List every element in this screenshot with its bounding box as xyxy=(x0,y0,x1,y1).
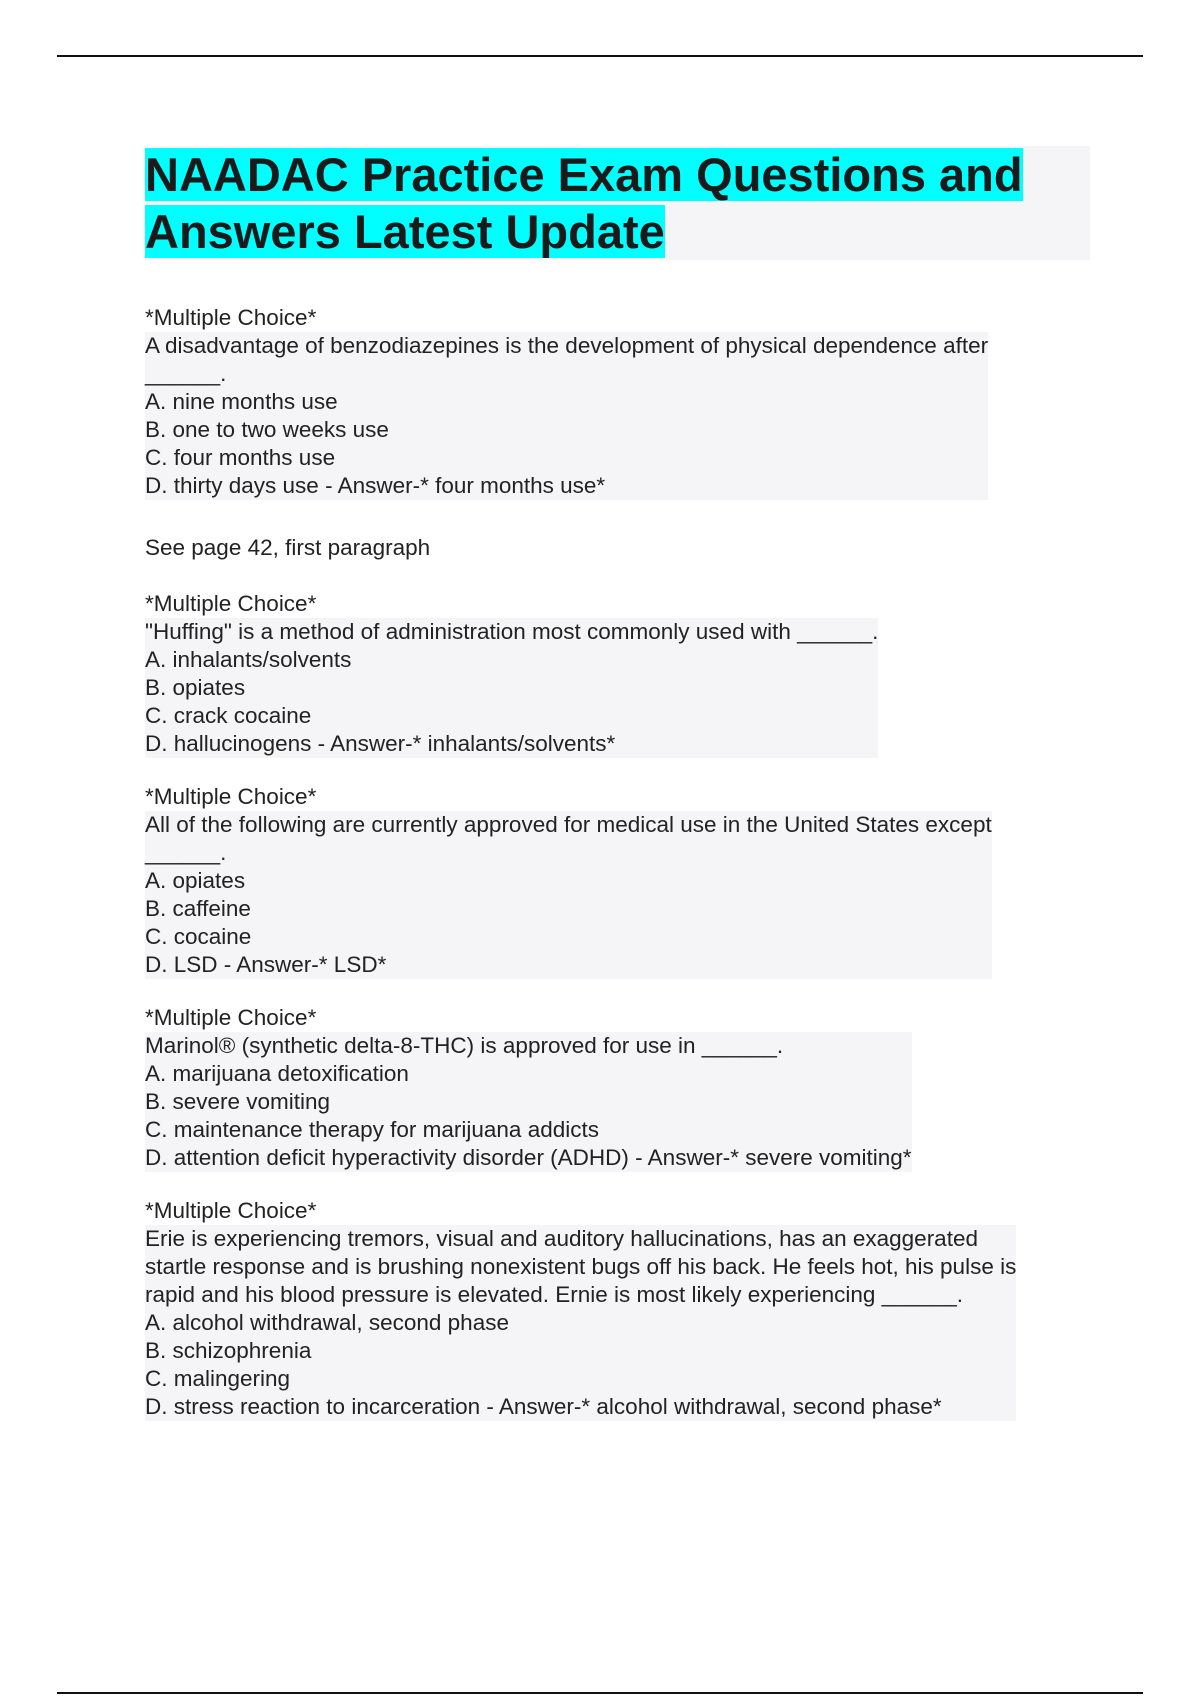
option-d-answer: D. LSD - Answer-* LSD* xyxy=(145,952,387,977)
option-c: C. four months use xyxy=(145,445,336,470)
document-title xyxy=(145,146,1090,260)
title-block xyxy=(145,146,1090,260)
option-a: A. inhalants/solvents xyxy=(145,647,352,672)
question-body xyxy=(145,618,878,758)
question-stem: All of the following are currently approved for medical use in the United States except xyxy=(145,812,992,837)
question-stem: "Huffing" is a method of administration most commonly used with ______. xyxy=(145,619,879,644)
option-c: C. malingering xyxy=(145,1366,291,1391)
option-d-answer: D. hallucinogens - Answer-* inhalants/solvents* xyxy=(145,731,616,756)
question-stem-cont: ______. xyxy=(145,840,227,865)
question-type-label: *Multiple Choice* xyxy=(145,591,317,616)
option-c: C. cocaine xyxy=(145,924,252,949)
bottom-rule xyxy=(57,1692,1143,1694)
question-type-label: *Multiple Choice* xyxy=(145,1005,317,1030)
question-stem-cont: startle response and is brushing nonexistent bugs off his back. He feels hot, his pulse is xyxy=(145,1254,1017,1279)
question-1 xyxy=(145,304,1090,500)
question-body xyxy=(145,332,988,500)
option-c: C. crack cocaine xyxy=(145,703,312,728)
option-c: C. maintenance therapy for marijuana addicts xyxy=(145,1117,599,1142)
option-d-answer: D. thirty days use - Answer-* four months use* xyxy=(145,473,606,498)
reference-note: See page 42, first paragraph xyxy=(145,535,431,560)
question-stem: Erie is experiencing tremors, visual and auditory hallucinations, has an exaggerated xyxy=(145,1226,978,1251)
document-body xyxy=(145,146,1090,1446)
option-b: B. caffeine xyxy=(145,896,251,921)
question-2 xyxy=(145,590,1090,758)
title-line-2: Answers Latest Update xyxy=(145,205,665,258)
option-b: B. one to two weeks use xyxy=(145,417,389,442)
option-b: B. severe vomiting xyxy=(145,1089,331,1114)
question-type-label: *Multiple Choice* xyxy=(145,784,317,809)
option-a: A. nine months use xyxy=(145,389,338,414)
question-stem-cont: ______. xyxy=(145,361,227,386)
top-rule xyxy=(57,55,1143,57)
title-line-1: NAADAC Practice Exam Questions and xyxy=(145,148,1023,201)
option-d-answer: D. attention deficit hyperactivity disorder (ADHD) - Answer-* severe vomiting* xyxy=(145,1145,912,1170)
question-body xyxy=(145,1225,1016,1421)
question-stem: Marinol® (synthetic delta-8-THC) is approved for use in ______. xyxy=(145,1033,784,1058)
option-a: A. marijuana detoxification xyxy=(145,1061,409,1086)
question-body xyxy=(145,811,992,979)
question-3 xyxy=(145,783,1090,979)
option-b: B. schizophrenia xyxy=(145,1338,312,1363)
option-b: B. opiates xyxy=(145,675,246,700)
questions-list xyxy=(145,304,1090,1421)
question-body xyxy=(145,1032,912,1172)
question-stem: A disadvantage of benzodiazepines is the development of physical dependence after xyxy=(145,333,989,358)
question-5 xyxy=(145,1197,1090,1421)
option-d-answer: D. stress reaction to incarceration - Answer-* alcohol withdrawal, second phase* xyxy=(145,1394,942,1419)
question-type-label: *Multiple Choice* xyxy=(145,1198,317,1223)
question-type-label: *Multiple Choice* xyxy=(145,305,317,330)
question-stem-cont-2: rapid and his blood pressure is elevated. Ernie is most likely experiencing ______. xyxy=(145,1282,963,1307)
question-4 xyxy=(145,1004,1090,1172)
option-a: A. alcohol withdrawal, second phase xyxy=(145,1310,509,1335)
option-a: A. opiates xyxy=(145,868,246,893)
